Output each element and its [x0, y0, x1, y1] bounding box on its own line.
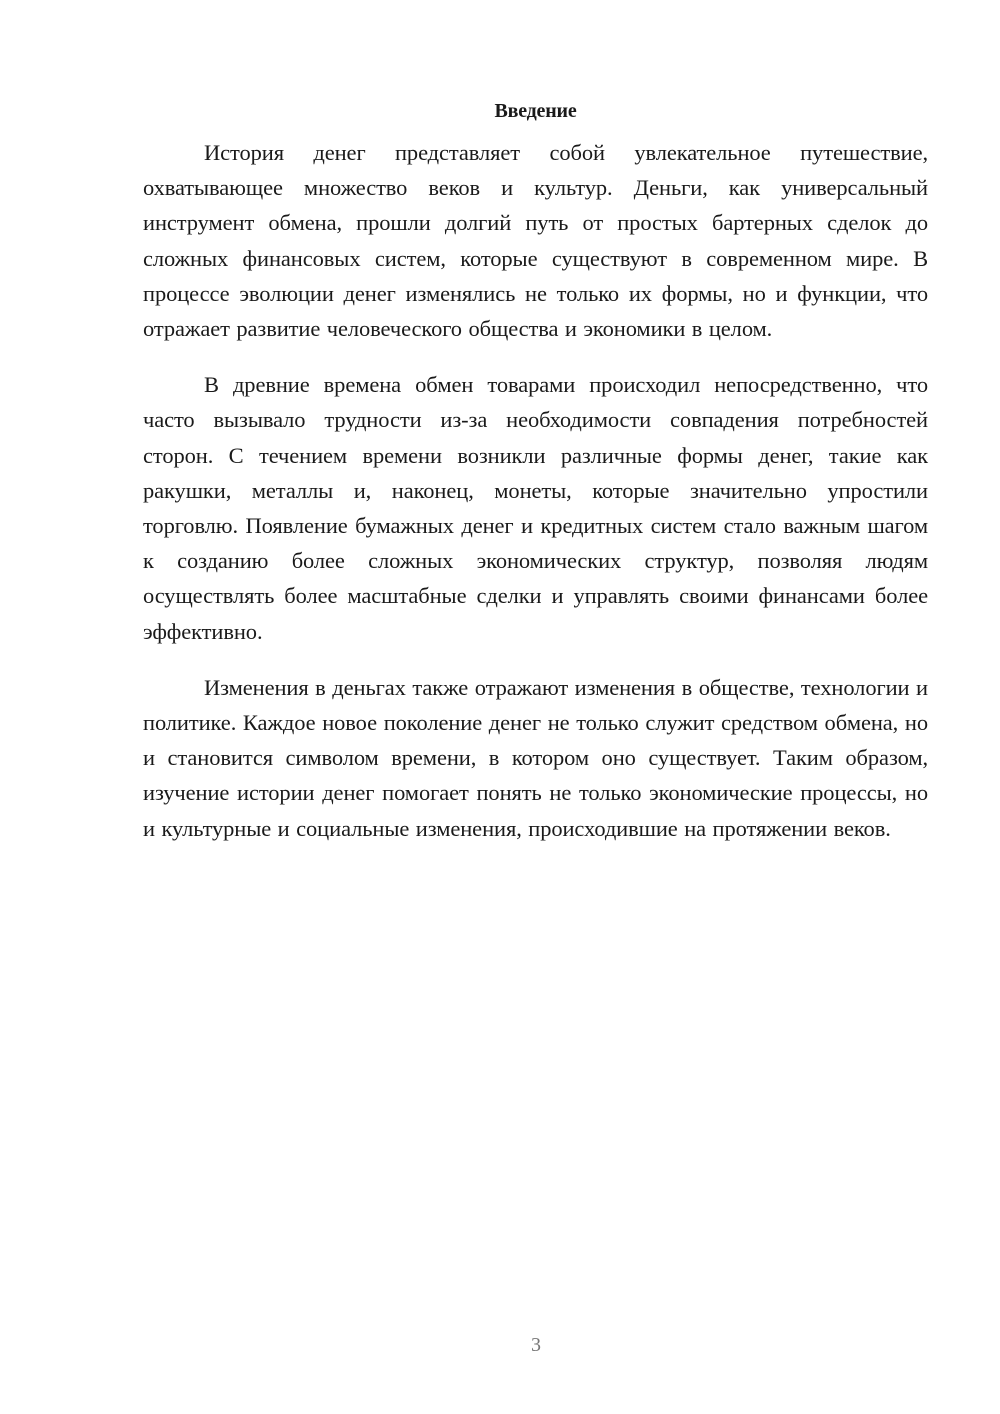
section-title: Введение [494, 100, 577, 122]
paragraph-1: История денег представляет собой увлекательное путешествие, охватывающее множество веков и культур. Деньги, как универсальный инструмент обмена, прошли долгий путь от простых бартерных сделок до сложных финансовых систем, которые существуют в современном мире. В процессе эволюции денег изменялись не только их формы, но и функции, что отражает развитие человеческого общества и экономики в целом. [143, 140, 928, 342]
page-number: 3 [531, 1334, 541, 1356]
paragraph-3: Изменения в деньгах также отражают изменения в обществе, технологии и политике. Каждое новое поколение денег не только служит средством обмена, но и становится символом времени, в котором оно существует. Таким образом, изучение истории денег помогает понять не только экономические процессы, но и культурные и социальные изменения, происходившие на протяжении веков. [143, 674, 928, 841]
page-content [143, 96, 928, 867]
paragraph-2: В древние времена обмен товарами происходил непосредственно, что часто вызывало трудности из-за необходимости совпадения потребностей сторон. С течением времени возникли различные формы денег, такие как ракушки, металлы и, наконец, монеты, которые значительно упростили торговлю. Появление бумажных денег и кредитных систем стало важным шагом к созданию более сложных экономических структур, позволяя людям осуществлять более масштабные сделки и управлять своими финансами более эффективно. [143, 372, 928, 644]
